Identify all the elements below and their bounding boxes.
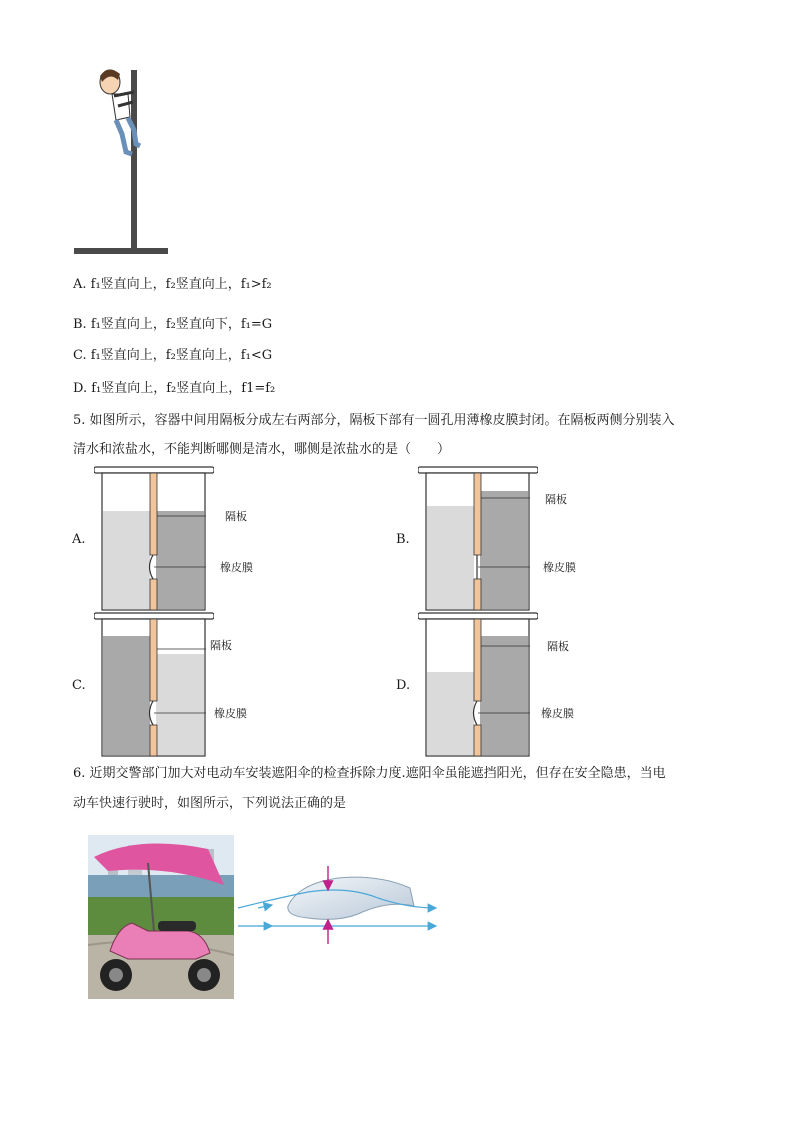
q5-option-a-letter: A. — [72, 532, 86, 547]
container-d-partition-label: 隔板 — [547, 640, 569, 653]
pole-base — [74, 248, 168, 254]
q5-stem-line1: 5. 如图所示，容器中间用隔板分成左右两部分，隔板下部有一圆孔用薄橡皮膜封闭。在隔板两侧分别装入 — [73, 413, 675, 428]
q5-option-b-letter: B. — [396, 532, 410, 547]
q4-option-c: C. f₁竖直向上，f₂竖直向上，f₁<G — [73, 348, 273, 363]
q4-option-a: A. f₁竖直向上，f₂竖直向上，f₁>f₂ — [73, 277, 272, 292]
q4-option-d: D. f₁竖直向上，f₂竖直向上，f1=f₂ — [73, 381, 276, 396]
scooter-umbrella-photo — [88, 835, 234, 999]
container-a-partition-label: 隔板 — [225, 510, 247, 523]
person-shirt — [112, 94, 130, 120]
q6-stem-line1: 6. 近期交警部门加大对电动车安装遮阳伞的检查拆除力度.遮阳伞虽能遮挡阳光，但存在安全隐患，当电 — [73, 766, 666, 781]
pole — [131, 70, 137, 250]
container-d-membrane-label: 橡皮膜 — [541, 707, 574, 720]
q6-stem-line2: 动车快速行驶时，如图所示，下列说法正确的是 — [73, 796, 347, 811]
pole-climber-figure — [70, 62, 180, 262]
container-d — [418, 612, 538, 758]
container-b — [418, 466, 538, 612]
container-a-membrane-label: 橡皮膜 — [220, 561, 253, 574]
container-c — [94, 612, 214, 758]
q5-option-c-letter: C. — [72, 678, 86, 693]
container-c-membrane-label: 橡皮膜 — [214, 707, 247, 720]
q4-option-b: B. f₁竖直向上，f₂竖直向下，f₁=G — [73, 317, 273, 332]
container-b-membrane-label: 橡皮膜 — [543, 561, 576, 574]
container-b-partition-label: 隔板 — [545, 493, 567, 506]
scooter-seat — [158, 921, 196, 931]
q5-stem-line2: 清水和浓盐水，不能判断哪侧是清水，哪侧是浓盐水的是（ ） — [73, 442, 451, 457]
container-c-partition-label: 隔板 — [210, 639, 232, 652]
container-a — [94, 466, 214, 612]
airflow-diagram — [238, 862, 448, 946]
q5-option-d-letter: D. — [396, 678, 411, 693]
umbrella-cross-section — [288, 877, 414, 919]
